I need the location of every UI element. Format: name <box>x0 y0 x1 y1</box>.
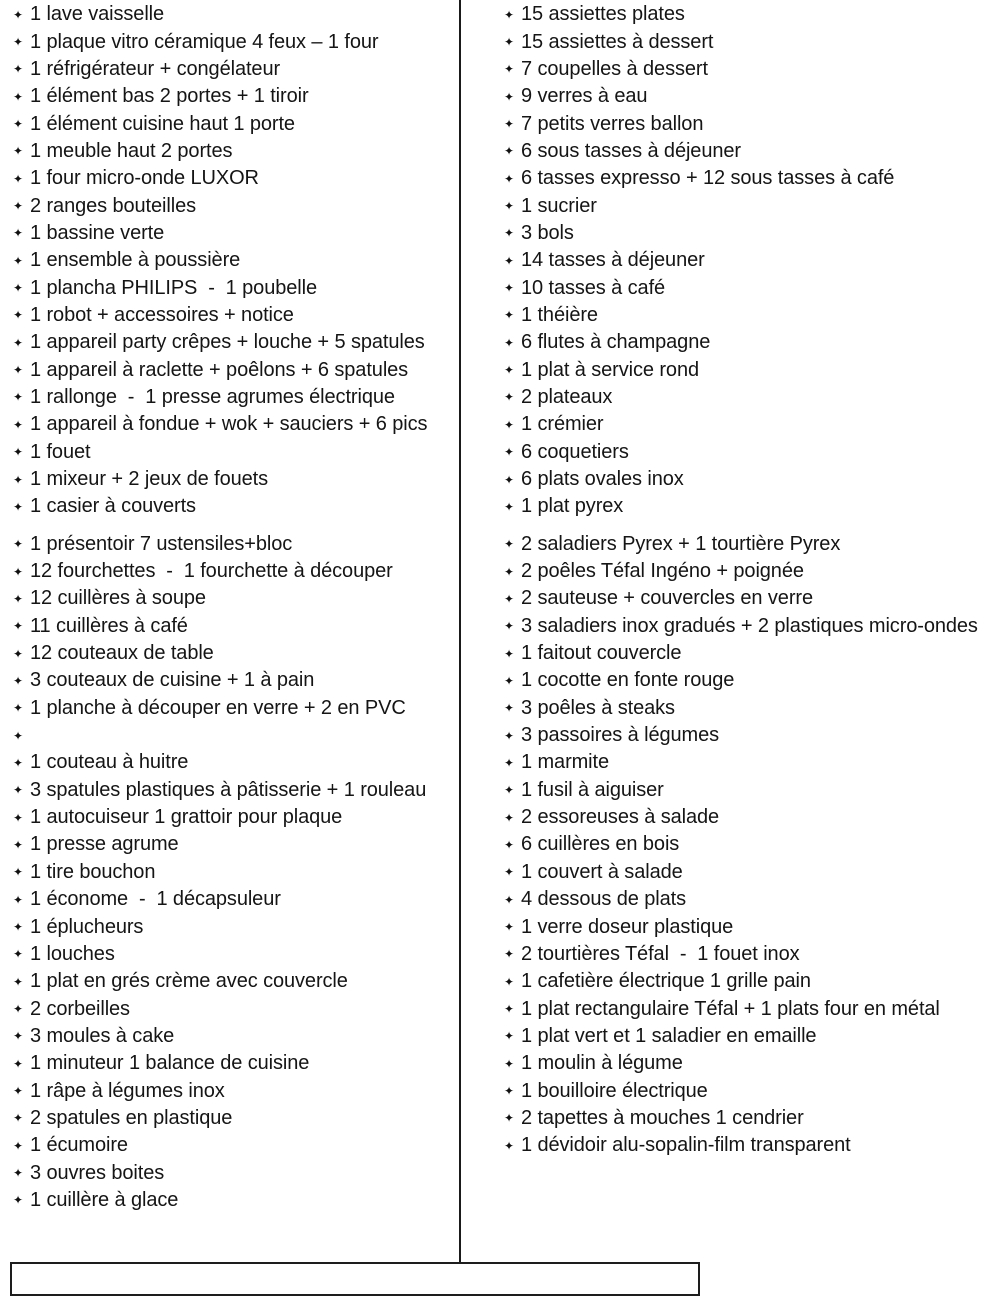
item-text: 6 sous tasses à déjeuner <box>521 139 741 162</box>
diamond-bullet-icon: ✦ <box>13 810 24 825</box>
list-item <box>504 192 1000 219</box>
list-item <box>13 110 459 137</box>
list-item <box>13 411 459 438</box>
item-text: 2 tapettes à mouches 1 cendrier <box>521 1106 804 1129</box>
item-text: 1 râpe à légumes inox <box>30 1079 225 1102</box>
list-item <box>504 1050 1000 1077</box>
list-item <box>13 1159 459 1186</box>
item-text: 9 verres à eau <box>521 85 648 108</box>
diamond-bullet-icon: ✦ <box>504 117 515 132</box>
inventory-column-right <box>504 1 1000 1159</box>
list-item <box>13 220 459 247</box>
list-item <box>13 558 459 585</box>
diamond-bullet-icon: ✦ <box>13 199 24 214</box>
list-item <box>504 886 1000 913</box>
list-item <box>13 777 459 804</box>
diamond-bullet-icon: ✦ <box>504 619 515 634</box>
list-item <box>504 274 1000 301</box>
item-text: 3 saladiers inox gradués + 2 plastiques micro-ondes <box>521 614 978 637</box>
diamond-bullet-icon: ✦ <box>504 144 515 159</box>
list-item <box>13 439 459 466</box>
diamond-bullet-icon: ✦ <box>13 226 24 241</box>
item-text: 1 ensemble à poussière <box>30 249 241 272</box>
list-item <box>13 804 459 831</box>
list-item <box>13 192 459 219</box>
diamond-bullet-icon: ✦ <box>504 281 515 296</box>
item-text: 3 ouvres boites <box>30 1161 165 1184</box>
item-text: 1 robot + accessoires + notice <box>30 303 294 326</box>
list-item <box>504 558 1000 585</box>
diamond-bullet-icon: ✦ <box>13 646 24 661</box>
diamond-bullet-icon: ✦ <box>13 783 24 798</box>
diamond-bullet-icon: ✦ <box>13 472 24 487</box>
diamond-bullet-icon: ✦ <box>504 499 515 514</box>
list-item <box>504 165 1000 192</box>
diamond-bullet-icon: ✦ <box>13 171 24 186</box>
item-text: 1 marmite <box>521 751 610 774</box>
diamond-bullet-icon: ✦ <box>504 1056 515 1071</box>
list-item <box>13 531 459 558</box>
diamond-bullet-icon: ✦ <box>13 335 24 350</box>
item-text: 3 passoires à légumes <box>521 724 720 747</box>
list-item <box>504 439 1000 466</box>
item-text: 1 réfrigérateur + congélateur <box>30 57 281 80</box>
item-text: 1 éplucheurs <box>30 915 144 938</box>
diamond-bullet-icon: ✦ <box>504 564 515 579</box>
diamond-bullet-icon: ✦ <box>504 1029 515 1044</box>
list-item <box>504 220 1000 247</box>
diamond-bullet-icon: ✦ <box>504 253 515 268</box>
diamond-bullet-icon: ✦ <box>504 1084 515 1099</box>
item-text: 1 plat rectangulaire Téfal + 1 plats four en métal <box>521 997 940 1020</box>
item-text: 12 fourchettes - 1 fourchette à découper <box>30 560 393 583</box>
item-text: 1 faitout couvercle <box>521 642 682 665</box>
list-item <box>504 1 1000 28</box>
diamond-bullet-icon: ✦ <box>13 837 24 852</box>
diamond-bullet-icon: ✦ <box>13 117 24 132</box>
diamond-bullet-icon: ✦ <box>13 7 24 22</box>
diamond-bullet-icon: ✦ <box>504 701 515 716</box>
item-text: 1 crémier <box>521 413 604 436</box>
item-text: 3 bols <box>521 221 574 244</box>
diamond-bullet-icon: ✦ <box>504 89 515 104</box>
list-item <box>504 859 1000 886</box>
item-text: 2 poêles Téfal Ingéno + poignée <box>521 560 804 583</box>
list-item <box>504 411 1000 438</box>
list-item <box>504 1105 1000 1132</box>
list-item <box>504 1023 1000 1050</box>
list-item <box>13 83 459 110</box>
item-text: 1 autocuiseur 1 grattoir pour plaque <box>30 806 343 829</box>
footer-box <box>10 1262 700 1296</box>
list-item <box>13 28 459 55</box>
item-text: 1 planche à découper en verre + 2 en PVC <box>30 696 406 719</box>
item-text: 2 corbeilles <box>30 997 130 1020</box>
list-item <box>13 1050 459 1077</box>
diamond-bullet-icon: ✦ <box>504 417 515 432</box>
list-item <box>504 941 1000 968</box>
list-item <box>504 83 1000 110</box>
diamond-bullet-icon: ✦ <box>504 728 515 743</box>
item-text: 4 dessous de plats <box>521 888 686 911</box>
list-item <box>504 804 1000 831</box>
diamond-bullet-icon: ✦ <box>504 1111 515 1126</box>
diamond-bullet-icon: ✦ <box>504 1138 515 1153</box>
diamond-bullet-icon: ✦ <box>13 89 24 104</box>
diamond-bullet-icon: ✦ <box>504 35 515 50</box>
item-text: 1 cocotte en fonte rouge <box>521 669 735 692</box>
list-item <box>504 695 1000 722</box>
list-item <box>13 1 459 28</box>
item-text: 1 élément cuisine haut 1 porte <box>30 112 295 135</box>
item-text: 1 bouilloire électrique <box>521 1079 708 1102</box>
diamond-bullet-icon: ✦ <box>504 390 515 405</box>
item-text: 1 appareil à fondue + wok + sauciers + 6 pics <box>30 413 428 436</box>
list-item <box>13 613 459 640</box>
diamond-bullet-icon: ✦ <box>13 1084 24 1099</box>
item-text: 6 tasses expresso + 12 sous tasses à café <box>521 167 895 190</box>
list-item <box>13 1077 459 1104</box>
list-item <box>504 384 1000 411</box>
diamond-bullet-icon: ✦ <box>13 728 24 743</box>
diamond-bullet-icon: ✦ <box>13 1056 24 1071</box>
item-text: 1 tire bouchon <box>30 860 156 883</box>
list-item <box>13 913 459 940</box>
column-gap <box>13 521 459 531</box>
list-item <box>504 531 1000 558</box>
list-item <box>13 1187 459 1214</box>
diamond-bullet-icon: ✦ <box>504 445 515 460</box>
item-text: 1 théière <box>521 303 598 326</box>
item-text: 15 assiettes à dessert <box>521 30 714 53</box>
item-text: 2 tourtières Téfal - 1 fouet inox <box>521 942 800 965</box>
item-text: 1 meuble haut 2 portes <box>30 139 233 162</box>
item-text: 1 couteau à huitre <box>30 751 189 774</box>
item-text: 6 coquetiers <box>521 440 629 463</box>
list-item <box>13 968 459 995</box>
item-text: 1 couvert à salade <box>521 860 683 883</box>
diamond-bullet-icon: ✦ <box>504 947 515 962</box>
list-item <box>504 302 1000 329</box>
item-text: 1 mixeur + 2 jeux de fouets <box>30 468 268 491</box>
item-text: 1 presse agrume <box>30 833 179 856</box>
diamond-bullet-icon: ✦ <box>13 1193 24 1208</box>
item-text: 6 plats ovales inox <box>521 468 684 491</box>
diamond-bullet-icon: ✦ <box>13 1002 24 1017</box>
diamond-bullet-icon: ✦ <box>13 673 24 688</box>
list-item <box>13 274 459 301</box>
list-item <box>13 667 459 694</box>
list-item <box>504 995 1000 1022</box>
item-text: 1 sucrier <box>521 194 597 217</box>
list-item <box>504 110 1000 137</box>
diamond-bullet-icon: ✦ <box>13 1138 24 1153</box>
diamond-bullet-icon: ✦ <box>13 1111 24 1126</box>
item-text: 1 élément bas 2 portes + 1 tiroir <box>30 85 309 108</box>
item-text: 1 moulin à légume <box>521 1052 683 1075</box>
diamond-bullet-icon: ✦ <box>13 62 24 77</box>
list-item <box>13 585 459 612</box>
item-text: 11 cuillères à café <box>30 614 188 637</box>
item-text: 1 fusil à aiguiser <box>521 778 664 801</box>
diamond-bullet-icon: ✦ <box>13 308 24 323</box>
list-item <box>13 722 459 749</box>
list-item <box>13 749 459 776</box>
column-gap <box>504 521 1000 531</box>
item-text: 2 spatules en plastique <box>30 1106 233 1129</box>
item-text: 1 plat vert et 1 saladier en emaille <box>521 1024 817 1047</box>
diamond-bullet-icon: ✦ <box>504 810 515 825</box>
diamond-bullet-icon: ✦ <box>504 308 515 323</box>
diamond-bullet-icon: ✦ <box>13 865 24 880</box>
diamond-bullet-icon: ✦ <box>504 865 515 880</box>
item-text: 1 appareil à raclette + poêlons + 6 spatules <box>30 358 409 381</box>
item-text: 2 ranges bouteilles <box>30 194 196 217</box>
diamond-bullet-icon: ✦ <box>504 472 515 487</box>
item-text: 1 minuteur 1 balance de cuisine <box>30 1052 310 1075</box>
list-item <box>504 56 1000 83</box>
list-item <box>504 913 1000 940</box>
item-text: 12 couteaux de table <box>30 642 214 665</box>
item-text: 1 verre doseur plastique <box>521 915 734 938</box>
list-item <box>13 886 459 913</box>
list-item <box>504 138 1000 165</box>
list-item <box>504 667 1000 694</box>
item-text: 10 tasses à café <box>521 276 666 299</box>
item-text: 14 tasses à déjeuner <box>521 249 705 272</box>
item-text: 1 plancha PHILIPS - 1 poubelle <box>30 276 317 299</box>
list-item <box>504 749 1000 776</box>
list-item <box>13 138 459 165</box>
item-text: 1 présentoir 7 ustensiles+bloc <box>30 532 293 555</box>
item-text: 1 cuillère à glace <box>30 1188 179 1211</box>
diamond-bullet-icon: ✦ <box>13 499 24 514</box>
diamond-bullet-icon: ✦ <box>504 920 515 935</box>
list-item <box>504 722 1000 749</box>
list-item <box>504 777 1000 804</box>
diamond-bullet-icon: ✦ <box>504 537 515 552</box>
list-item <box>504 1132 1000 1159</box>
diamond-bullet-icon: ✦ <box>13 417 24 432</box>
diamond-bullet-icon: ✦ <box>504 892 515 907</box>
diamond-bullet-icon: ✦ <box>504 974 515 989</box>
item-text: 1 four micro-onde LUXOR <box>30 167 259 190</box>
list-item <box>504 247 1000 274</box>
list-item <box>504 968 1000 995</box>
diamond-bullet-icon: ✦ <box>13 537 24 552</box>
item-text: 1 rallonge - 1 presse agrumes électrique <box>30 385 395 408</box>
list-item <box>13 466 459 493</box>
item-text: 7 petits verres ballon <box>521 112 704 135</box>
diamond-bullet-icon: ✦ <box>13 390 24 405</box>
item-text: 1 économe - 1 décapsuleur <box>30 888 281 911</box>
list-item <box>504 640 1000 667</box>
item-text: 1 écumoire <box>30 1134 128 1157</box>
item-text: 1 louches <box>30 942 115 965</box>
list-item <box>13 356 459 383</box>
diamond-bullet-icon: ✦ <box>13 591 24 606</box>
list-item <box>13 384 459 411</box>
item-text: 7 coupelles à dessert <box>521 57 708 80</box>
diamond-bullet-icon: ✦ <box>504 591 515 606</box>
item-text: 6 cuillères en bois <box>521 833 680 856</box>
item-text: 3 moules à cake <box>30 1024 175 1047</box>
list-item <box>13 329 459 356</box>
item-text: 12 cuillères à soupe <box>30 587 206 610</box>
diamond-bullet-icon: ✦ <box>13 144 24 159</box>
list-item <box>504 585 1000 612</box>
diamond-bullet-icon: ✦ <box>13 564 24 579</box>
diamond-bullet-icon: ✦ <box>13 974 24 989</box>
diamond-bullet-icon: ✦ <box>13 281 24 296</box>
list-item <box>13 493 459 520</box>
diamond-bullet-icon: ✦ <box>13 892 24 907</box>
item-text: 3 spatules plastiques à pâtisserie + 1 rouleau <box>30 778 427 801</box>
diamond-bullet-icon: ✦ <box>504 171 515 186</box>
item-text: 1 plat à service rond <box>521 358 699 381</box>
diamond-bullet-icon: ✦ <box>504 783 515 798</box>
item-text: 1 appareil party crêpes + louche + 5 spatules <box>30 331 425 354</box>
diamond-bullet-icon: ✦ <box>504 226 515 241</box>
diamond-bullet-icon: ✦ <box>13 947 24 962</box>
list-item <box>13 995 459 1022</box>
diamond-bullet-icon: ✦ <box>13 363 24 378</box>
list-item <box>13 1023 459 1050</box>
diamond-bullet-icon: ✦ <box>13 920 24 935</box>
diamond-bullet-icon: ✦ <box>504 646 515 661</box>
list-item <box>13 56 459 83</box>
diamond-bullet-icon: ✦ <box>504 837 515 852</box>
list-item <box>13 302 459 329</box>
item-text: 1 fouet <box>30 440 91 463</box>
diamond-bullet-icon: ✦ <box>504 199 515 214</box>
list-item <box>504 329 1000 356</box>
item-text: 2 essoreuses à salade <box>521 806 720 829</box>
diamond-bullet-icon: ✦ <box>504 363 515 378</box>
list-item <box>504 831 1000 858</box>
list-item <box>13 247 459 274</box>
list-item <box>504 613 1000 640</box>
item-text: 1 bassine verte <box>30 221 165 244</box>
list-item <box>504 28 1000 55</box>
diamond-bullet-icon: ✦ <box>13 1029 24 1044</box>
diamond-bullet-icon: ✦ <box>13 1166 24 1181</box>
list-item <box>504 466 1000 493</box>
item-text: 2 plateaux <box>521 385 613 408</box>
item-text: 2 saladiers Pyrex + 1 tourtière Pyrex <box>521 532 841 555</box>
diamond-bullet-icon: ✦ <box>13 701 24 716</box>
item-text: 1 lave vaisselle <box>30 3 165 26</box>
list-item <box>504 493 1000 520</box>
list-item <box>13 941 459 968</box>
list-item <box>13 640 459 667</box>
list-item <box>13 1105 459 1132</box>
diamond-bullet-icon: ✦ <box>504 673 515 688</box>
column-divider-line <box>459 0 461 1263</box>
item-text: 1 casier à couverts <box>30 495 196 518</box>
diamond-bullet-icon: ✦ <box>13 619 24 634</box>
list-item <box>13 165 459 192</box>
item-text: 6 flutes à champagne <box>521 331 711 354</box>
diamond-bullet-icon: ✦ <box>504 7 515 22</box>
item-text: 1 cafetière électrique 1 grille pain <box>521 970 811 993</box>
diamond-bullet-icon: ✦ <box>504 755 515 770</box>
diamond-bullet-icon: ✦ <box>13 253 24 268</box>
diamond-bullet-icon: ✦ <box>504 335 515 350</box>
list-item <box>13 859 459 886</box>
item-text: 15 assiettes plates <box>521 3 685 26</box>
diamond-bullet-icon: ✦ <box>504 62 515 77</box>
item-text: 2 sauteuse + couvercles en verre <box>521 587 813 610</box>
item-text: 1 plat en grés crème avec couvercle <box>30 970 348 993</box>
diamond-bullet-icon: ✦ <box>504 1002 515 1017</box>
list-item <box>13 1132 459 1159</box>
item-text: 1 plat pyrex <box>521 495 624 518</box>
item-text: 1 dévidoir alu-sopalin-film transparent <box>521 1134 851 1157</box>
item-text: 3 poêles à steaks <box>521 696 675 719</box>
item-text: 3 couteaux de cuisine + 1 à pain <box>30 669 315 692</box>
list-item <box>504 356 1000 383</box>
diamond-bullet-icon: ✦ <box>13 445 24 460</box>
diamond-bullet-icon: ✦ <box>13 755 24 770</box>
list-item <box>13 695 459 722</box>
item-text: 1 plaque vitro céramique 4 feux – 1 four <box>30 30 379 53</box>
list-item <box>504 1077 1000 1104</box>
list-item <box>13 831 459 858</box>
inventory-column-left <box>13 1 459 1214</box>
diamond-bullet-icon: ✦ <box>13 35 24 50</box>
